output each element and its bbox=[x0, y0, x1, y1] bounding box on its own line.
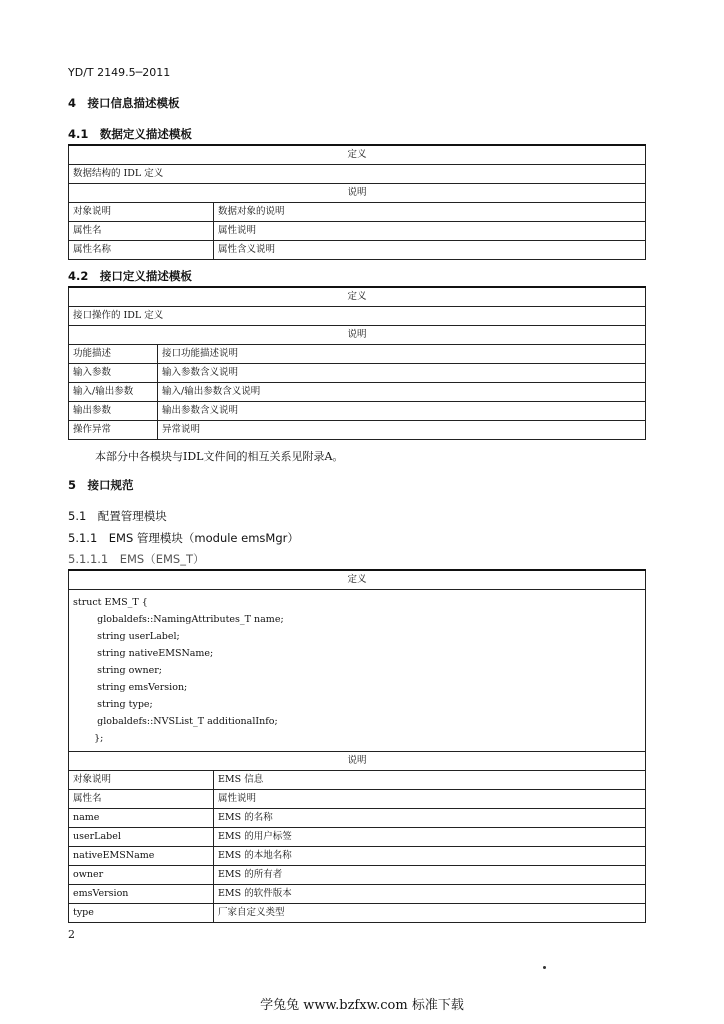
section-4-title: 4 接口信息描述模板 bbox=[68, 96, 180, 110]
table-cell: nativeEMSName bbox=[69, 847, 214, 866]
page-number: 2 bbox=[68, 928, 75, 941]
code-line: struct EMS_T { bbox=[73, 597, 148, 608]
code-line: string userLabel; bbox=[73, 631, 180, 642]
section-5-1-title: 5.1 配置管理模块 bbox=[68, 509, 167, 523]
section-5-1-1-1-title: 5.1.1.1 EMS（EMS_T） bbox=[68, 552, 205, 566]
table-cell: 属性名 bbox=[69, 222, 214, 241]
ems-struct-table bbox=[68, 569, 646, 923]
table-row bbox=[69, 402, 646, 421]
table-row bbox=[69, 383, 646, 402]
table-cell: 属性说明 bbox=[214, 222, 646, 241]
standard-code: YD/T 2149.5─2011 bbox=[68, 66, 171, 79]
table-cell: 输入/输出参数 bbox=[69, 383, 158, 402]
table-cell: owner bbox=[69, 866, 214, 885]
table-row bbox=[69, 904, 646, 923]
table-cell: 属性说明 bbox=[214, 790, 646, 809]
table-cell: 属性名 bbox=[69, 790, 214, 809]
section-4-2-title: 4.2 接口定义描述模板 bbox=[68, 269, 192, 283]
table-cell: 属性名称 bbox=[69, 241, 214, 260]
table-row bbox=[69, 222, 646, 241]
definition-body: 数据结构的 IDL 定义 bbox=[69, 165, 646, 184]
code-line: globaldefs::NVSList_T additionalInfo; bbox=[73, 716, 278, 727]
idl-code-block bbox=[69, 590, 646, 752]
table-cell: 数据对象的说明 bbox=[214, 203, 646, 222]
definition-body: 接口操作的 IDL 定义 bbox=[69, 307, 646, 326]
scan-speck bbox=[543, 966, 546, 969]
definition-header: 定义 bbox=[69, 570, 646, 590]
table-row bbox=[69, 866, 646, 885]
table-cell: 操作异常 bbox=[69, 421, 158, 440]
table-cell: userLabel bbox=[69, 828, 214, 847]
table-cell: type bbox=[69, 904, 214, 923]
table-cell: EMS 的本地名称 bbox=[214, 847, 646, 866]
table-row bbox=[69, 847, 646, 866]
table-row bbox=[69, 421, 646, 440]
table-cell: EMS 信息 bbox=[214, 771, 646, 790]
table-cell: EMS 的名称 bbox=[214, 809, 646, 828]
code-line: }; bbox=[73, 733, 104, 744]
description-header: 说明 bbox=[69, 326, 646, 345]
description-header: 说明 bbox=[69, 752, 646, 771]
table-cell: name bbox=[69, 809, 214, 828]
table-cell: 接口功能描述说明 bbox=[158, 345, 646, 364]
table-cell: 输入参数含义说明 bbox=[158, 364, 646, 383]
table-cell: 输出参数含义说明 bbox=[158, 402, 646, 421]
section-5-1-1-title: 5.1.1 EMS 管理模块（module emsMgr） bbox=[68, 531, 299, 545]
table-cell: emsVersion bbox=[69, 885, 214, 904]
code-line: string type; bbox=[73, 699, 153, 710]
table-row bbox=[69, 790, 646, 809]
table-row bbox=[69, 364, 646, 383]
code-line: globaldefs::NamingAttributes_T name; bbox=[73, 614, 284, 625]
appendix-reference-paragraph: 本部分中各模块与IDL文件间的相互关系见附录A。 bbox=[95, 450, 344, 463]
code-line: string emsVersion; bbox=[73, 682, 188, 693]
table-cell: 厂家自定义类型 bbox=[214, 904, 646, 923]
data-definition-template-table bbox=[68, 144, 646, 260]
table-cell: 输入参数 bbox=[69, 364, 158, 383]
description-header: 说明 bbox=[69, 184, 646, 203]
table-row bbox=[69, 885, 646, 904]
table-cell: 对象说明 bbox=[69, 771, 214, 790]
table-cell: EMS 的用户标签 bbox=[214, 828, 646, 847]
watermark-footer: 学兔兔 www.bzfxw.com 标准下载 bbox=[260, 998, 464, 1013]
table-row bbox=[69, 809, 646, 828]
table-cell: 输出参数 bbox=[69, 402, 158, 421]
interface-definition-template-table bbox=[68, 286, 646, 440]
section-5-title: 5 接口规范 bbox=[68, 478, 134, 492]
table-cell: 对象说明 bbox=[69, 203, 214, 222]
table-row bbox=[69, 828, 646, 847]
definition-header: 定义 bbox=[69, 145, 646, 165]
table-row bbox=[69, 241, 646, 260]
table-cell: EMS 的软件版本 bbox=[214, 885, 646, 904]
code-line: string owner; bbox=[73, 665, 162, 676]
section-4-1-title: 4.1 数据定义描述模板 bbox=[68, 127, 192, 141]
table-row bbox=[69, 203, 646, 222]
table-row bbox=[69, 345, 646, 364]
table-cell: 输入/输出参数含义说明 bbox=[158, 383, 646, 402]
definition-header: 定义 bbox=[69, 287, 646, 307]
code-line: string nativeEMSName; bbox=[73, 648, 214, 659]
table-cell: 功能描述 bbox=[69, 345, 158, 364]
table-cell: 异常说明 bbox=[158, 421, 646, 440]
table-cell: 属性含义说明 bbox=[214, 241, 646, 260]
table-cell: EMS 的所有者 bbox=[214, 866, 646, 885]
table-row bbox=[69, 771, 646, 790]
